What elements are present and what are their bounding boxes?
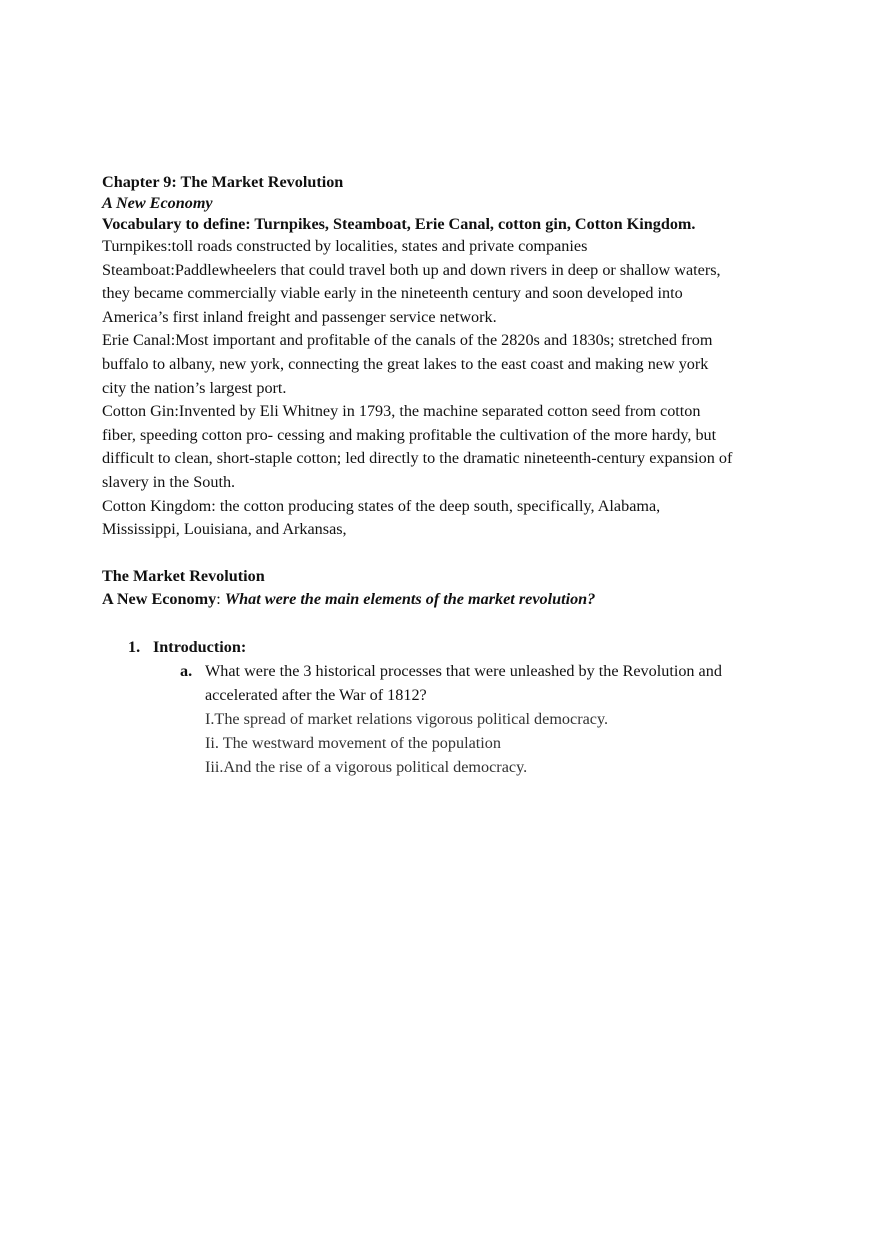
definition-line: buffalo to albany, new york, connecting the great lakes to the east coast and making new york xyxy=(102,354,709,373)
outline-sub-question-line: What were the 3 historical processes that were unleashed by the Revolution and xyxy=(205,661,722,680)
definition-turnpikes xyxy=(102,235,792,259)
definition-line: Steamboat:Paddlewheelers that could travel both up and down rivers in deep or shallow waters, xyxy=(102,260,721,279)
definition-line: Cotton Kingdom: the cotton producing states of the deep south, specifically, Alabama, xyxy=(102,496,661,515)
outline-answers xyxy=(102,707,792,779)
definition-line: Cotton Gin:Invented by Eli Whitney in 1793, the machine separated cotton seed from cotton xyxy=(102,402,701,421)
definition-cotton-gin xyxy=(102,400,792,494)
outline-sub-question-line: accelerated after the War of 1812? xyxy=(205,685,427,704)
document-page xyxy=(102,172,792,779)
definition-line: fiber, speeding cotton pro- cessing and making profitable the cultivation of the more hardy, but xyxy=(102,425,717,444)
definition-line: America’s first inland freight and passenger service network. xyxy=(102,307,497,326)
definition-line: Erie Canal:Most important and profitable of the canals of the 2820s and 1830s; stretched from xyxy=(102,331,713,350)
section-question-line xyxy=(102,588,792,612)
definition-line: Turnpikes:toll roads constructed by localities, states and private companies xyxy=(102,237,588,255)
outline-sub-letter: a. xyxy=(180,661,193,680)
definition-line: Mississippi, Louisiana, and Arkansas, xyxy=(102,520,347,539)
definition-line: city the nation’s largest port. xyxy=(102,378,287,397)
chapter-title: Chapter 9: The Market Revolution xyxy=(102,173,344,191)
answer-line: Ii. The westward movement of the population xyxy=(205,733,501,752)
outline-item-introduction xyxy=(102,635,792,659)
outline-item-label: Introduction: xyxy=(153,637,247,656)
chapter-subtitle: A New Economy xyxy=(102,194,213,212)
section-question: What were the main elements of the market revolution? xyxy=(224,590,596,609)
section-separator: : xyxy=(216,590,225,609)
definition-line: they became commercially viable early in the nineteenth century and soon developed into xyxy=(102,284,683,303)
answer-line: I.The spread of market relations vigorous political democracy. xyxy=(205,709,609,728)
outline-item-number: 1. xyxy=(128,637,141,656)
answer-line: Iii.And the rise of a vigorous political democracy. xyxy=(205,757,528,776)
section-title: The Market Revolution xyxy=(102,566,265,585)
definition-steamboat xyxy=(102,259,792,330)
spacer xyxy=(102,542,792,565)
spacer xyxy=(102,612,792,635)
definition-erie-canal xyxy=(102,329,792,400)
section-label: A New Economy xyxy=(102,590,217,609)
definition-line: difficult to clean, short-staple cotton; led directly to the dramatic nineteenth-century expansion of xyxy=(102,449,733,468)
definition-cotton-kingdom xyxy=(102,495,792,542)
vocabulary-prompt: Vocabulary to define: Turnpikes, Steamboat, Erie Canal, cotton gin, Cotton Kingdom. xyxy=(102,215,696,233)
definition-line: slavery in the South. xyxy=(102,472,236,491)
outline-sub-item-a xyxy=(102,659,792,707)
